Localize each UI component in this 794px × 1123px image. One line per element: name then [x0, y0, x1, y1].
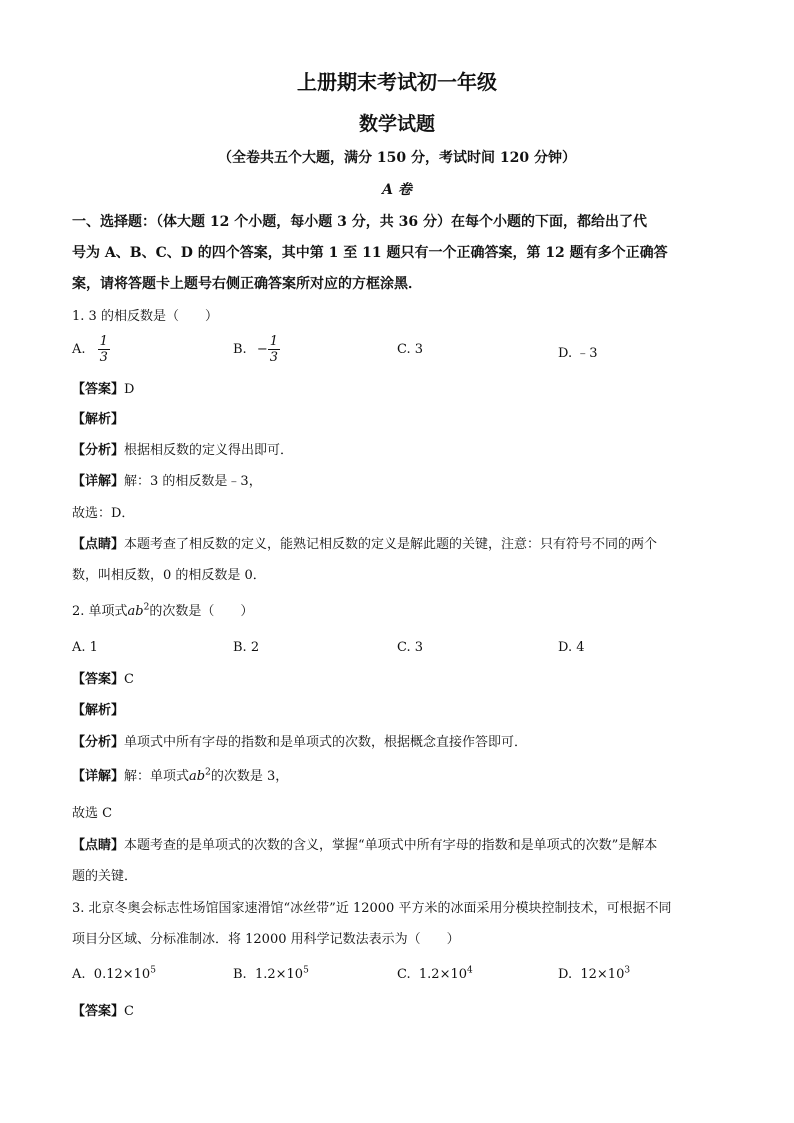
section1-line2: 号为 A、B、C、D 的四个答案，其中第 1 至 11 题只有一个正确答案，第 12 题有多个正确答	[72, 245, 668, 261]
q2-dianjing-line1: 【点睛】本题考查的是单项式的次数的含义，掌握“单项式中所有字母的指数和是单项式的次数”是解本	[72, 838, 658, 853]
q2-answer: 【答案】C	[72, 672, 134, 687]
q2-stem: 2. 单项式$ab^2$的次数是（ ）	[72, 602, 254, 619]
q2-option-c: C. 3	[397, 640, 424, 655]
q1-dianjing-line2: 数，叫相反数，0 的相反数是 0．	[72, 568, 266, 583]
volume-label: A 卷	[382, 182, 412, 198]
q3-stem-line1: 3. 北京冬奥会标志性场馆国家速滑馆“冰丝带”近 12000 平方米的冰面采用分模块控制技术，可根据不同	[72, 901, 672, 916]
q1-option-c: C. 3	[397, 342, 424, 357]
q3-stem-line2: 项目分区域、分标准制冰．将 12000 用科学记数法表示为（ ）	[72, 932, 460, 947]
q3-answer: 【答案】C	[72, 1004, 134, 1019]
q3-option-b: B. $1.2\times 10^5$	[233, 965, 309, 982]
q1-analysis-tag: 【解析】	[72, 412, 125, 427]
q1-dianjing-line1: 【点睛】本题考查了相反数的定义，能熟记相反数的定义是解此题的关键，注意：只有符号不同的两个	[72, 537, 658, 552]
q1-choose: 故选：D．	[72, 506, 135, 521]
q1-option-d: D. ﹣3	[558, 346, 598, 361]
q1-answer: 【答案】D	[72, 382, 135, 397]
subject-title: 数学试题	[358, 113, 435, 135]
q2-option-d: D. 4	[558, 640, 585, 655]
exam-title: 上册期末考试初一年级	[297, 70, 497, 94]
q1-option-a: A. $\frac{1}{3}$	[72, 334, 108, 365]
exam-info: （全卷共五个大题，满分 150 分，考试时间 120 分钟）	[218, 150, 576, 166]
q2-option-a: A. 1	[72, 640, 98, 655]
q2-option-b: B. 2	[233, 640, 260, 655]
q2-analysis-tag: 【解析】	[72, 703, 125, 718]
q2-xiangjie: 【详解】解：单项式$ab^2$的次数是 3，	[72, 767, 289, 784]
q1-stem: 1. 3 的相反数是（ ）	[72, 309, 218, 324]
section1-line1: 一、选择题：（体大题 12 个小题，每小题 3 分，共 36 分）在每个小题的下面，都给出了代	[72, 214, 647, 230]
q3-option-c: C. $1.2\times 10^4$	[397, 965, 473, 982]
q3-option-a: A. $0.12\times 10^5$	[72, 965, 156, 982]
q2-choose: 故选 C	[72, 806, 113, 821]
q1-fenxi: 【分析】根据相反数的定义得出即可．	[72, 443, 294, 458]
section1-line3: 案，请将答题卡上题号右侧正确答案所对应的方框涂黑．	[72, 276, 422, 292]
q1-xiangjie: 【详解】解：3 的相反数是﹣3，	[72, 474, 262, 489]
q2-fenxi: 【分析】单项式中所有字母的指数和是单项式的次数，根据概念直接作答即可．	[72, 735, 528, 750]
q2-dianjing-line2: 题的关键．	[72, 869, 138, 884]
q1-option-b: B. − $\frac{1}{3}$	[233, 334, 279, 365]
q3-option-d: D. $12\times 10^3$	[558, 965, 631, 982]
